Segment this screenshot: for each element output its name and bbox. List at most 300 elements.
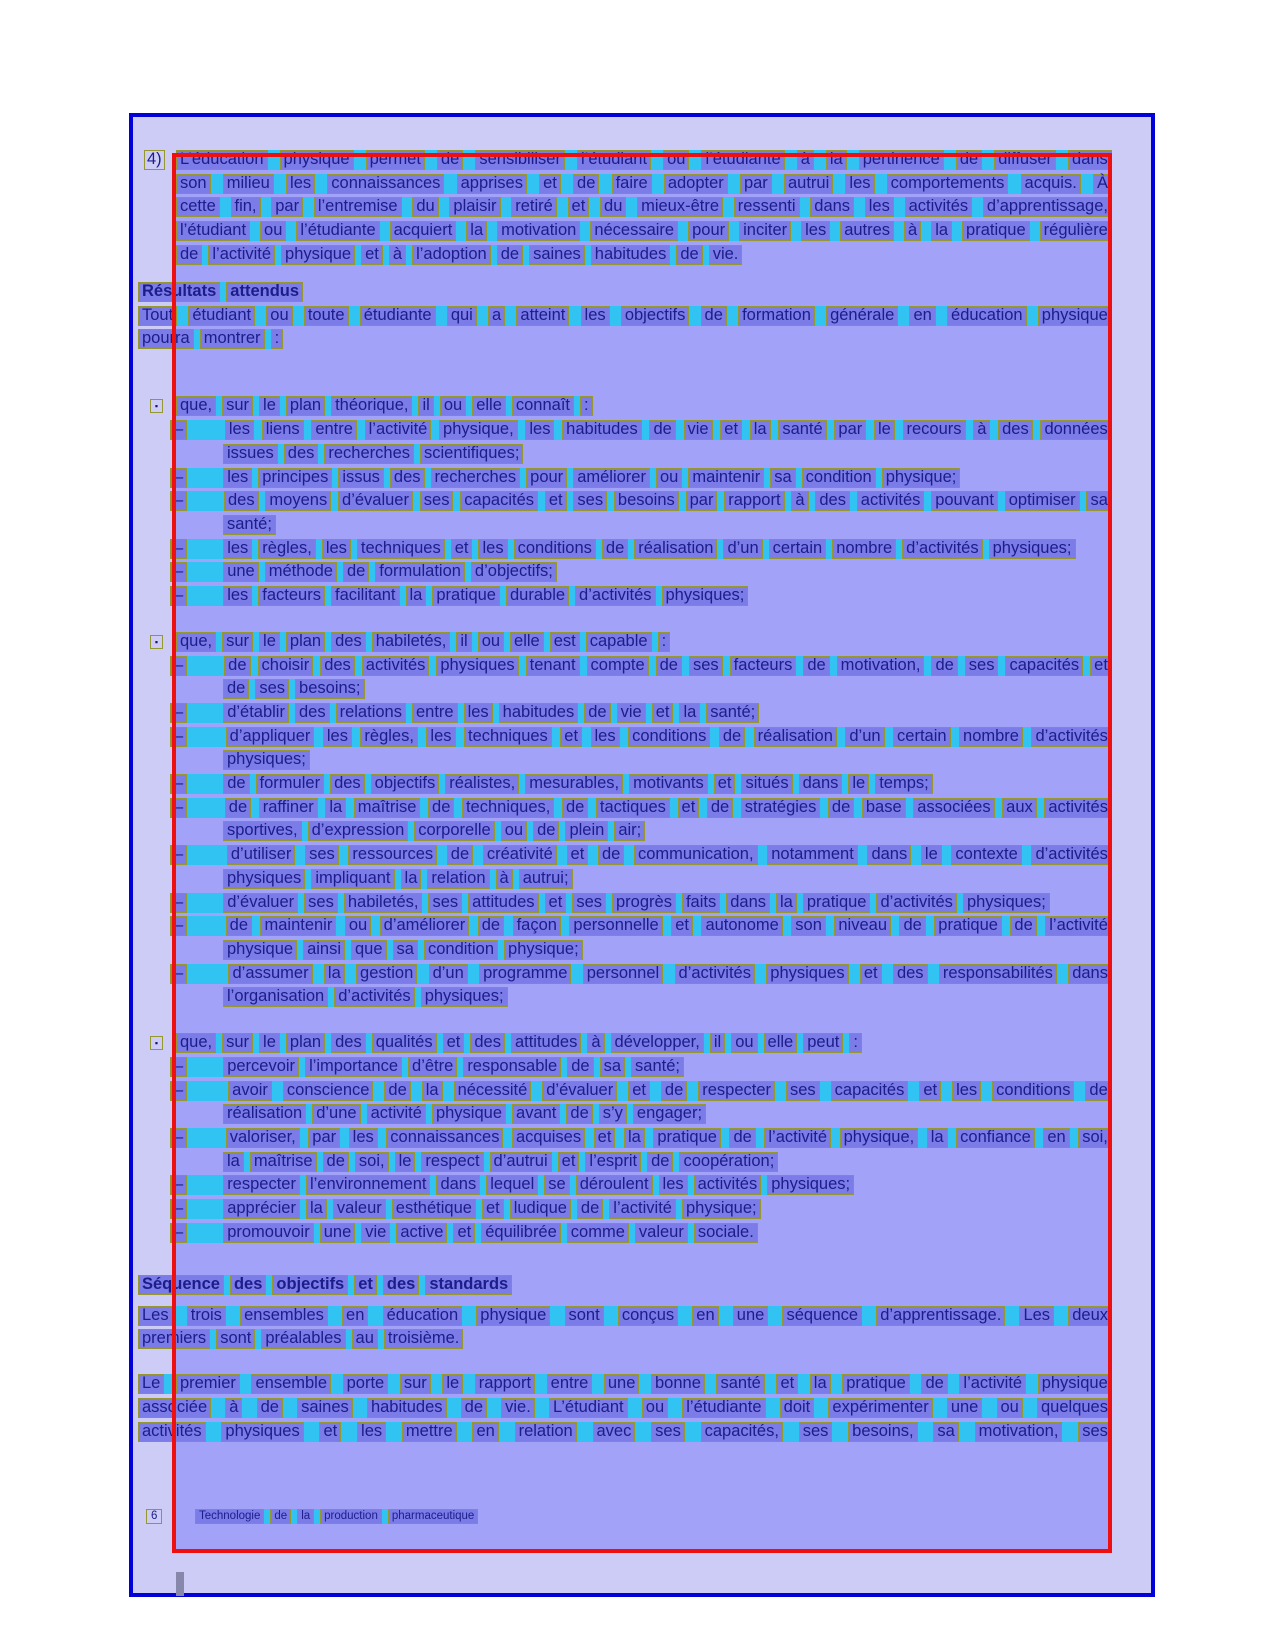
ocr-word: capacités: [831, 1081, 909, 1101]
ocr-word: pertinence: [859, 150, 944, 170]
ocr-word: autonome: [701, 916, 782, 936]
ocr-word: plaisir: [449, 197, 500, 217]
ocr-word: moyens: [265, 491, 331, 511]
ocr-word: d’activités: [334, 987, 414, 1007]
dash-icon: –: [170, 656, 187, 676]
ocr-word: la: [927, 1128, 948, 1148]
ocr-word: l’étudiant: [176, 221, 250, 241]
ocr-word: a: [488, 306, 505, 326]
footnote-line: [138, 1509, 1138, 1525]
sub-block: [138, 586, 1138, 606]
dash-icon: –: [170, 1057, 187, 1077]
ocr-word: respect: [421, 1152, 483, 1172]
ocr-word: la: [406, 586, 427, 606]
text-line: [138, 539, 1138, 559]
ocr-word: cette: [176, 197, 220, 217]
ocr-word: des: [224, 491, 259, 511]
ocr-word: maîtrise: [250, 1152, 317, 1172]
dash-icon: –: [170, 491, 187, 511]
ocr-word: de: [661, 1081, 687, 1101]
ocr-word: à: [225, 1398, 242, 1418]
ocr-word: les: [357, 1422, 386, 1442]
ocr-word: physique: [281, 245, 355, 265]
ocr-word: l’activité: [1045, 916, 1112, 936]
sub-block: [138, 656, 1138, 700]
ocr-line: [170, 586, 748, 606]
ocr-word: expérimenter: [828, 1398, 932, 1418]
ocr-word: ou: [731, 1033, 757, 1053]
ocr-word: relations: [336, 703, 406, 723]
sub-block: [138, 539, 1138, 559]
dash-icon: –: [170, 774, 187, 794]
text-line: [138, 1275, 1138, 1295]
ocr-word: d’assumer: [228, 964, 312, 984]
ocr-word: air;: [614, 821, 645, 841]
ocr-word: toute: [304, 306, 349, 326]
ocr-word: physiques;: [963, 893, 1050, 913]
ocr-word: peut: [803, 1033, 843, 1053]
ocr-word: les: [286, 174, 315, 194]
text-line: [138, 197, 1138, 217]
ocr-word: de: [270, 1509, 291, 1524]
ocr-word: de: [224, 656, 250, 676]
ocr-word: les: [349, 1128, 378, 1148]
ocr-word: une: [223, 562, 259, 582]
ocr-line: [138, 306, 1112, 326]
ocr-word: dans: [726, 893, 770, 913]
ocr-word: Technologie: [195, 1509, 264, 1524]
ocr-word: sa: [1086, 491, 1111, 511]
ocr-word: et: [568, 197, 590, 217]
ocr-word: et: [319, 1422, 341, 1442]
ocr-word: soi,: [355, 1152, 389, 1172]
ocr-word: promouvoir: [223, 1223, 314, 1243]
ocr-word: les: [659, 1175, 688, 1195]
ocr-word: associée: [138, 1398, 211, 1418]
ocr-line: [170, 798, 1112, 818]
ocr-word: des: [331, 1033, 366, 1053]
ocr-word: règles,: [360, 727, 418, 747]
ocr-word: de: [567, 1057, 593, 1077]
ocr-word: trois: [187, 1306, 226, 1326]
ocr-word: d’activités: [876, 893, 956, 913]
ocr-word: à: [587, 1033, 604, 1053]
ocr-word: en: [342, 1306, 368, 1326]
text-line: [138, 562, 1138, 582]
ocr-word: et: [652, 703, 674, 723]
ocr-word: plein: [565, 821, 608, 841]
ocr-line: [195, 1509, 478, 1524]
ocr-word: équilibrée: [481, 1223, 561, 1243]
ocr-word: atteint: [516, 306, 569, 326]
ocr-word: connaissances: [327, 174, 444, 194]
ocr-word: choisir: [258, 656, 314, 676]
text-line: [138, 468, 1138, 488]
ocr-line: [138, 282, 303, 302]
ocr-word: ou: [440, 396, 466, 416]
ocr-word: la: [931, 221, 952, 241]
sub-block: [138, 468, 1138, 488]
ocr-word: de: [899, 916, 925, 936]
ocr-word: inciter: [739, 221, 791, 241]
ocr-word: à: [973, 420, 990, 440]
ocr-word: L’étudiant: [549, 1398, 628, 1418]
ocr-word: sa: [770, 468, 795, 488]
ocr-line: [170, 727, 1112, 747]
ocr-word: base: [862, 798, 906, 818]
ocr-word: nombre: [959, 727, 1023, 747]
ocr-word: et: [594, 1128, 616, 1148]
text-line: [138, 1422, 1138, 1442]
ocr-word: recours: [903, 420, 966, 440]
ocr-line: [176, 632, 670, 652]
ocr-word: l’environnement: [306, 1175, 430, 1195]
ocr-word: de: [598, 845, 624, 865]
ocr-word: conditions: [628, 727, 710, 747]
ocr-line: [223, 1104, 706, 1124]
ocr-word: physique: [476, 1306, 550, 1326]
ocr-word: besoins,: [848, 1422, 917, 1442]
ocr-line: [223, 444, 523, 464]
text-line: [138, 1374, 1138, 1394]
text-line: [138, 703, 1138, 723]
ocr-word: d’améliorer: [380, 916, 470, 936]
bullet-block: [138, 632, 1138, 652]
ocr-word: sur: [222, 632, 253, 652]
ocr-word: capacités,: [701, 1422, 783, 1442]
ocr-word: d’apprentissage,: [983, 197, 1112, 217]
ocr-word: ou: [345, 916, 371, 936]
ocr-word: formulation: [375, 562, 465, 582]
ocr-word: physiques;: [662, 586, 749, 606]
ocr-word: et: [443, 1033, 465, 1053]
ocr-word: retiré: [511, 197, 557, 217]
ocr-word: sur: [222, 396, 253, 416]
ocr-word: dans: [436, 1175, 480, 1195]
ocr-word: sociale.: [694, 1223, 758, 1243]
ocr-word: déroulent: [576, 1175, 653, 1195]
ocr-word: habitudes: [367, 1398, 447, 1418]
ocr-word: et: [628, 1081, 650, 1101]
ocr-line: [138, 1306, 1112, 1326]
text-line: [138, 940, 1138, 960]
ocr-word: la: [325, 798, 346, 818]
ocr-word: physiques;: [421, 987, 508, 1007]
ocr-word: de: [428, 798, 454, 818]
ocr-word: habitudes: [562, 420, 642, 440]
ocr-word: les: [323, 727, 352, 747]
text-line: [138, 1329, 1138, 1349]
text-line: [138, 174, 1138, 194]
ocr-word: techniques,: [462, 798, 554, 818]
ocr-word: milieu: [223, 174, 274, 194]
ocr-word: capable: [586, 632, 652, 652]
ocr-word: en: [909, 306, 935, 326]
ocr-word: contexte: [951, 845, 1021, 865]
ocr-word: pharmaceutique: [388, 1509, 478, 1524]
ocr-word: sont: [216, 1329, 255, 1349]
ocr-word: respecter: [223, 1175, 300, 1195]
ocr-word: dans: [1068, 964, 1112, 984]
dash-icon: –: [170, 727, 187, 747]
ocr-word: soi,: [1078, 1128, 1112, 1148]
ocr-word: entre: [412, 703, 458, 723]
ocr-word: deux: [1068, 1306, 1112, 1326]
ocr-word: la: [324, 964, 345, 984]
ocr-word: sportives,: [223, 821, 302, 841]
ocr-line: [223, 987, 508, 1007]
ocr-word: de: [577, 1199, 603, 1219]
ocr-word: plan: [286, 1033, 325, 1053]
ocr-word: tenant: [526, 656, 580, 676]
ocr-word: corporelle: [414, 821, 494, 841]
ocr-word: pratique: [934, 916, 1002, 936]
ocr-word: le: [259, 632, 280, 652]
ocr-word: de: [223, 679, 249, 699]
text-line: [138, 987, 1138, 1007]
ocr-line: [170, 1128, 1112, 1148]
ocr-word: saines: [529, 245, 585, 265]
ocr-word: valoriser,: [226, 1128, 300, 1148]
ocr-word: ses: [799, 1422, 833, 1442]
ocr-word: temps;: [875, 774, 933, 794]
ocr-word: optimiser: [1005, 491, 1080, 511]
ocr-word: sa: [600, 1057, 625, 1077]
dash-icon: –: [170, 1175, 187, 1195]
ocr-word: adopter: [664, 174, 728, 194]
ocr-word: premiers: [138, 1329, 210, 1349]
ocr-line: [176, 1033, 862, 1053]
ocr-word: esthétique: [392, 1199, 476, 1219]
ocr-word: d’appliquer: [226, 727, 315, 747]
ocr-line: [176, 174, 1112, 194]
ocr-word: capacités: [460, 491, 538, 511]
text-line: [138, 869, 1138, 889]
sub-block: [138, 1081, 1138, 1125]
ocr-word: et: [451, 539, 473, 559]
text-line: [138, 1152, 1138, 1172]
ocr-word: de: [223, 774, 249, 794]
ocr-word: activités: [905, 197, 973, 217]
ocr-word: l’esprit: [585, 1152, 641, 1172]
ocr-word: une: [733, 1306, 769, 1326]
ocr-line: [176, 197, 1112, 217]
ocr-word: active: [396, 1223, 447, 1243]
ocr-line: [138, 1374, 1112, 1394]
ocr-word: Les: [138, 1306, 173, 1326]
ocr-line: [223, 1152, 778, 1172]
dash-icon: –: [170, 420, 187, 440]
ocr-word: de: [447, 845, 473, 865]
ocr-word: et: [361, 245, 383, 265]
dash-icon: –: [170, 1081, 187, 1101]
ocr-word: l’activité: [609, 1199, 676, 1219]
dash-icon: –: [170, 893, 187, 913]
ocr-word: pratique: [962, 221, 1030, 241]
ocr-word: des: [284, 444, 319, 464]
ocr-word: le: [259, 1033, 280, 1053]
ocr-word: avec: [593, 1422, 636, 1442]
ocr-word: des: [893, 964, 928, 984]
ocr-word: de: [931, 656, 957, 676]
ocr-word: de: [384, 1081, 410, 1101]
ocr-word: fin,: [231, 197, 261, 217]
ocr-word: facilitant: [331, 586, 400, 606]
ocr-word: par: [308, 1128, 340, 1148]
ocr-word: :: [849, 1033, 862, 1053]
ocr-word: les: [426, 727, 455, 747]
ocr-word: vie: [361, 1223, 390, 1243]
ocr-line: [170, 1081, 1112, 1101]
ocr-word: des: [330, 774, 365, 794]
ocr-word: par: [271, 197, 303, 217]
ocr-word: ses: [1078, 1422, 1112, 1442]
ocr-word: et: [714, 774, 736, 794]
ocr-word: condition: [802, 468, 876, 488]
ocr-word: de: [226, 916, 252, 936]
ocr-word: de: [707, 798, 733, 818]
ocr-word: physique: [432, 1104, 506, 1124]
ocr-word: le: [848, 774, 869, 794]
ocr-word: objectifs: [371, 774, 440, 794]
ocr-word: vie.: [501, 1398, 535, 1418]
ocr-word: l’activité: [365, 420, 432, 440]
ocr-word: physiques: [436, 656, 518, 676]
ocr-word: sa: [933, 1422, 958, 1442]
ocr-word: niveau: [834, 916, 891, 936]
ocr-word: physiques: [766, 964, 848, 984]
ocr-line: [223, 679, 365, 699]
dash-icon: –: [170, 703, 187, 723]
ocr-word: en: [692, 1306, 718, 1326]
ocr-word: ou: [663, 150, 689, 170]
ocr-word: et: [545, 491, 567, 511]
ocr-word: d’activités: [1031, 727, 1111, 747]
ocr-word: besoins: [614, 491, 679, 511]
ocr-word: la: [624, 1128, 645, 1148]
ocr-word: l’activité: [764, 1128, 831, 1148]
ocr-word: les: [581, 306, 610, 326]
ocr-word: physiques: [221, 1422, 303, 1442]
text-line: [138, 1104, 1138, 1124]
ocr-line: [170, 656, 1112, 676]
ocr-word: les: [225, 420, 254, 440]
ocr-word: de: [676, 245, 702, 265]
ocr-word: personnel: [583, 964, 663, 984]
ocr-word: relation: [515, 1422, 577, 1442]
ocr-word: formuler: [256, 774, 325, 794]
ocr-word: de: [461, 1398, 487, 1418]
text-line: [138, 396, 1138, 416]
ocr-word: des: [390, 468, 425, 488]
ocr-word: plan: [286, 396, 325, 416]
ocr-word: des: [470, 1033, 505, 1053]
ocr-word: motivation: [497, 221, 580, 241]
ocr-word: issus: [338, 468, 384, 488]
ocr-word: séquence: [782, 1306, 862, 1326]
heading-block: [138, 1275, 1138, 1295]
ocr-word: physiques;: [767, 1175, 854, 1195]
ocr-word: habiletés,: [344, 893, 423, 913]
ocr-word: et: [860, 964, 882, 984]
ocr-word: les: [525, 420, 554, 440]
ocr-word: de: [437, 150, 463, 170]
ocr-word: la: [750, 420, 771, 440]
ocr-word: physique;: [882, 468, 961, 488]
document-content: [138, 150, 1138, 1525]
ocr-word: techniques: [357, 539, 445, 559]
ocr-word: objectifs: [621, 306, 690, 326]
ocr-line: [138, 329, 283, 349]
ocr-word: dans: [799, 774, 843, 794]
ocr-word: règles,: [258, 539, 316, 559]
ocr-word: en: [1043, 1128, 1069, 1148]
ocr-line: [138, 1398, 1112, 1418]
text-line: [138, 750, 1138, 770]
ocr-word: d’objectifs;: [471, 562, 557, 582]
ocr-word: les: [478, 539, 507, 559]
ocr-word: attendus: [226, 282, 303, 302]
ocr-line: [170, 491, 1112, 511]
numbered-block: [138, 150, 1138, 265]
ocr-word: tactiques: [596, 798, 670, 818]
ocr-line: [138, 1329, 463, 1349]
ocr-word: activité: [367, 1104, 426, 1124]
ocr-word: sa: [393, 940, 418, 960]
sub-block: [138, 845, 1138, 889]
ocr-word: du: [412, 197, 438, 217]
ocr-word: mieux-être: [637, 197, 723, 217]
ocr-word: et: [567, 845, 589, 865]
ocr-line: [223, 515, 276, 535]
ocr-word: lequel: [486, 1175, 538, 1195]
ocr-word: les: [845, 174, 874, 194]
text-line: [138, 964, 1138, 984]
ocr-line: [176, 396, 593, 416]
ocr-word: à: [797, 150, 814, 170]
ocr-word: préalables: [261, 1329, 345, 1349]
dash-icon: –: [170, 586, 187, 606]
ocr-word: facteurs: [258, 586, 325, 606]
sub-block: [138, 420, 1138, 464]
ocr-word: Les: [1019, 1306, 1054, 1326]
ocr-word: d’utiliser: [227, 845, 296, 865]
list-bullet-icon: ▪: [150, 399, 163, 413]
text-line: [138, 1057, 1138, 1077]
ocr-line: [170, 1057, 684, 1077]
ocr-word: données: [1040, 420, 1111, 440]
ocr-word: Résultats: [138, 282, 220, 302]
ocr-word: vie: [617, 703, 646, 723]
text-line: [138, 150, 1138, 170]
ocr-word: d’établir: [223, 703, 289, 723]
ocr-word: son: [791, 916, 826, 936]
ocr-word: et: [776, 1374, 798, 1394]
ocr-word: physique: [280, 150, 354, 170]
ocr-word: principes: [258, 468, 332, 488]
ocr-word: premier: [176, 1374, 240, 1394]
ocr-word: santé: [778, 420, 826, 440]
text-line: [138, 420, 1138, 440]
ocr-word: valeur: [635, 1223, 688, 1243]
ocr-line: [176, 221, 1112, 241]
ocr-word: avant: [512, 1104, 560, 1124]
ocr-word: impliquant: [311, 869, 394, 889]
ocr-word: ressources: [348, 845, 437, 865]
ocr-word: la: [223, 1152, 244, 1172]
ocr-word: les: [952, 1081, 981, 1101]
text-line: [138, 1199, 1138, 1219]
